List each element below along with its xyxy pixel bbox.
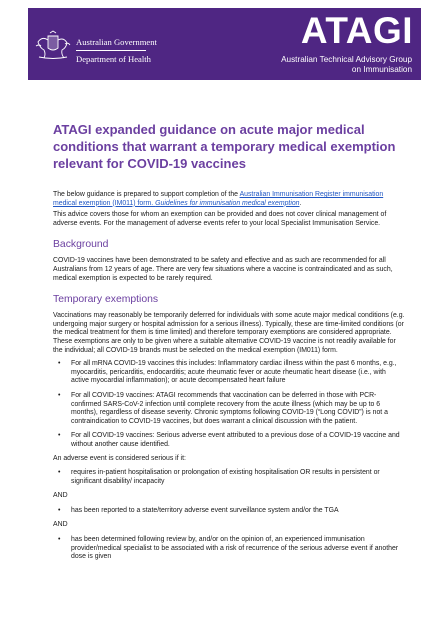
background-paragraph: COVID-19 vaccines have been demonstrated to be safety and effective and as such are recommended for all Australians from 12 years of age. There are very few situations where a vaccine is contraindicated and as such, medical exemption is expected to be rarely required. — [53, 257, 393, 282]
atagi-wordmark: ATAGI — [300, 10, 413, 51]
atagi-subtitle-line-2: on Immunisation — [351, 65, 412, 74]
list-item-text: For all COVID-19 vaccines: Serious adverse event attributed to a previous dose of a COVID-19 vaccine and without another cause identified. — [71, 432, 400, 448]
list-item-text: For all COVID-19 vaccines: ATAGI recommends that vaccination can be deferred in those with PCR-confirmed SARS-CoV-2 infection until complete recovery from the acute illness (which may be up to 6 months), regardless of disease severity. Chronic symptoms following COVID-19 (“Long COVID”) is not a contraindication to COVID-19 vaccines, but does warrant a clinical discussion with the patient. — [71, 391, 388, 425]
atagi-subtitle-line-1: Australian Technical Advisory Group — [281, 55, 412, 64]
and-connector: AND — [53, 521, 68, 529]
and-connector: AND — [53, 492, 68, 500]
gov-divider — [76, 50, 146, 51]
gov-line-2: Department of Health — [76, 54, 151, 64]
intro-end: . — [299, 199, 302, 207]
guidelines-link-text: Guidelines for immunisation medical exemption — [155, 199, 300, 207]
list-item-text: For all mRNA COVID-19 vaccines this includes: Inflammatory cardiac illness within the past 6 months, e.g., myocarditis, pericarditis, endocarditis; acute rheumatic fever or acute rheumatic heart disease (i.e., with active myocardial inflammation); or acute decompensated heart failure — [71, 360, 397, 385]
list-item-text: has been determined following review by, and/or on the opinion of, an experienced immunisation provider/medical specialist to be associated with a risk of recurrence of the serious adverse event if another dose is given — [71, 536, 399, 561]
intro-text: The below guidance is prepared to support completion of the — [53, 191, 240, 198]
serious-criteria-list — [53, 507, 405, 516]
bullet-icon: • — [58, 469, 61, 477]
intro-paragraph — [53, 191, 405, 208]
list-item — [58, 536, 405, 562]
bullet-icon: • — [58, 432, 61, 440]
temporary-exemptions-heading: Temporary exemptions — [53, 294, 159, 306]
exemption-list — [53, 360, 405, 449]
page-title: ATAGI expanded guidance on acute major medical conditions that warrant a temporary medical exemption relevant for COVID-19 vaccines — [53, 122, 396, 171]
serious-event-intro: An adverse event is considered serious if it: — [53, 455, 186, 463]
im011-form-link-text: Australian Immunisation Register immunisation medical exemption (IM011) form. — [53, 191, 384, 207]
serious-criteria-list — [53, 536, 405, 562]
scope-paragraph: This advice covers those for whom an exemption can be provided and does not cover clinical management of adverse events. For the management of adverse events refer to your local Specialist Immunisation Service. — [53, 211, 387, 227]
list-item — [58, 507, 405, 516]
coat-of-arms-logo — [34, 30, 72, 60]
atagi-subtitle — [281, 55, 412, 75]
temporary-exemptions-paragraph: Vaccinations may reasonably be temporarily deferred for individuals with some acute major medical conditions (e.g. undergoing major surgery or hospital admission for a serious illness). Typically, these are time-limited conditions (or the medical treatment for them is time limited) and therefore temporary exemptions are considered appropriate. These exemptions are only to be given where a suitable alternative COVID-19 vaccine is not readily available for the individual; all COVID-19 brands must be selected on the medical exemption (IM011) form. — [53, 312, 405, 354]
serious-criteria-list — [53, 469, 405, 486]
list-item-text: has been reported to a state/territory adverse event surveillance system and/or the TGA — [71, 506, 339, 514]
list-item — [58, 360, 405, 386]
bullet-icon: • — [58, 506, 61, 514]
gov-line-1: Australian Government — [76, 37, 157, 47]
bullet-icon: • — [58, 360, 61, 368]
list-item — [58, 392, 405, 426]
document-body — [53, 121, 405, 568]
list-item-text: requires in-patient hospitalisation or prolongation of existing hospitalisation OR results in persistent or significant disability/ incapacity — [71, 469, 380, 485]
list-item — [58, 432, 405, 449]
bullet-icon: • — [58, 536, 61, 544]
header-banner — [28, 8, 421, 80]
background-heading: Background — [53, 239, 109, 251]
list-item — [58, 469, 405, 486]
bullet-icon: • — [58, 391, 61, 399]
government-wordmark — [76, 37, 157, 64]
